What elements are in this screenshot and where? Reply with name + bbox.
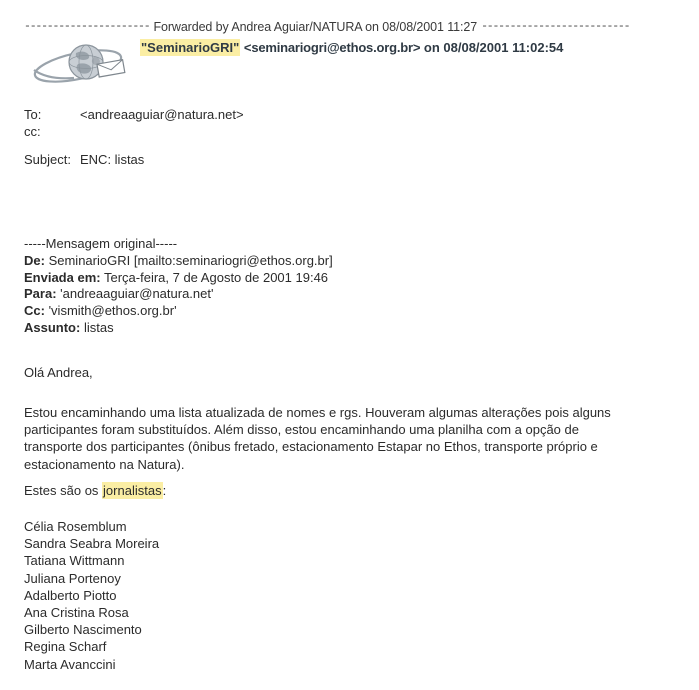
original-subject-value: listas: [83, 319, 114, 335]
to-label: To:: [24, 107, 42, 122]
original-message-header: [24, 236, 333, 337]
field-cc: [24, 123, 80, 140]
forwarded-separator: [24, 19, 679, 35]
greeting-line: Olá Andrea,: [24, 365, 93, 380]
list-item: Célia Rosemblum: [24, 519, 127, 534]
subject-value: ENC: listas: [80, 152, 145, 167]
original-sent-row: [24, 270, 333, 287]
list-item: Adalberto Piotto: [24, 587, 117, 603]
sender-display-name: "SeminarioGRI": [141, 40, 240, 55]
to-value: <andreaaguiar@natura.net>: [80, 107, 244, 122]
original-to-value: 'andreaaguiar@natura.net': [60, 286, 214, 302]
original-to-label: Para:: [24, 286, 57, 302]
original-sent-value: Terça-feira, 7 de Agosto de 2001 19:46: [103, 269, 329, 285]
forwarded-dashes-right: --------------------------: [481, 20, 630, 33]
body-paragraph: Estou encaminhando uma lista atualizada de nomes e rgs. Houveram algumas alterações pois alguns participantes foram substituídos. Além disso, estou encaminhando uma planilha com a opção de transporte dos participantes (ônibus fretado, estacionamento Estapar no Ethos, transporte próprio e estacionamento na Natura).: [24, 405, 611, 472]
sender-line: [140, 38, 563, 57]
globe-mail-icon: [28, 42, 140, 86]
field-to: [24, 106, 244, 123]
list-item: Tatiana Wittmann: [24, 553, 125, 569]
sender-address: <seminariogri@ethos.org.br>: [243, 40, 421, 55]
list-intro-prefix: Estes são os: [24, 483, 103, 498]
original-subject-row: [24, 320, 333, 337]
original-cc-value: 'vismith@ethos.org.br': [48, 303, 177, 319]
list-item: Sandra Seabra Moreira: [24, 536, 160, 552]
forwarded-by-text: Forwarded by Andrea Aguiar/NATURA on 08/08/2001 11:27: [153, 20, 478, 34]
original-from-row: [24, 253, 333, 270]
list-item: Ana Cristina Rosa: [24, 604, 129, 620]
original-cc-label: Cc:: [24, 303, 45, 319]
subject-label: Subject:: [24, 152, 71, 167]
list-item: Regina Scharf: [24, 639, 107, 655]
forwarded-dashes-left: ----------------------: [24, 20, 150, 33]
original-cc-row: [24, 303, 333, 320]
cc-label: cc:: [24, 124, 41, 139]
list-intro-suffix: :: [162, 483, 167, 498]
sender-on-label: on: [423, 40, 440, 55]
list-item: Juliana Portenoy: [24, 570, 121, 586]
field-subject: [24, 151, 144, 168]
original-from-label: De:: [24, 252, 45, 268]
original-from-value: SeminarioGRI [mailto:seminariogri@ethos.org.br]: [48, 252, 333, 268]
list-intro-line: [24, 482, 166, 499]
journalist-list: [24, 518, 159, 673]
original-sent-label: Enviada em:: [24, 269, 101, 285]
list-item: Marta Avanccini: [24, 656, 116, 672]
original-separator: -----Mensagem original-----: [24, 236, 178, 251]
list-intro-highlight: jornalistas: [103, 483, 162, 498]
sender-datetime: 08/08/2001 11:02:54: [443, 40, 564, 55]
list-item: Gilberto Nascimento: [24, 622, 142, 638]
original-subject-label: Assunto:: [24, 319, 81, 335]
original-to-row: [24, 286, 333, 303]
